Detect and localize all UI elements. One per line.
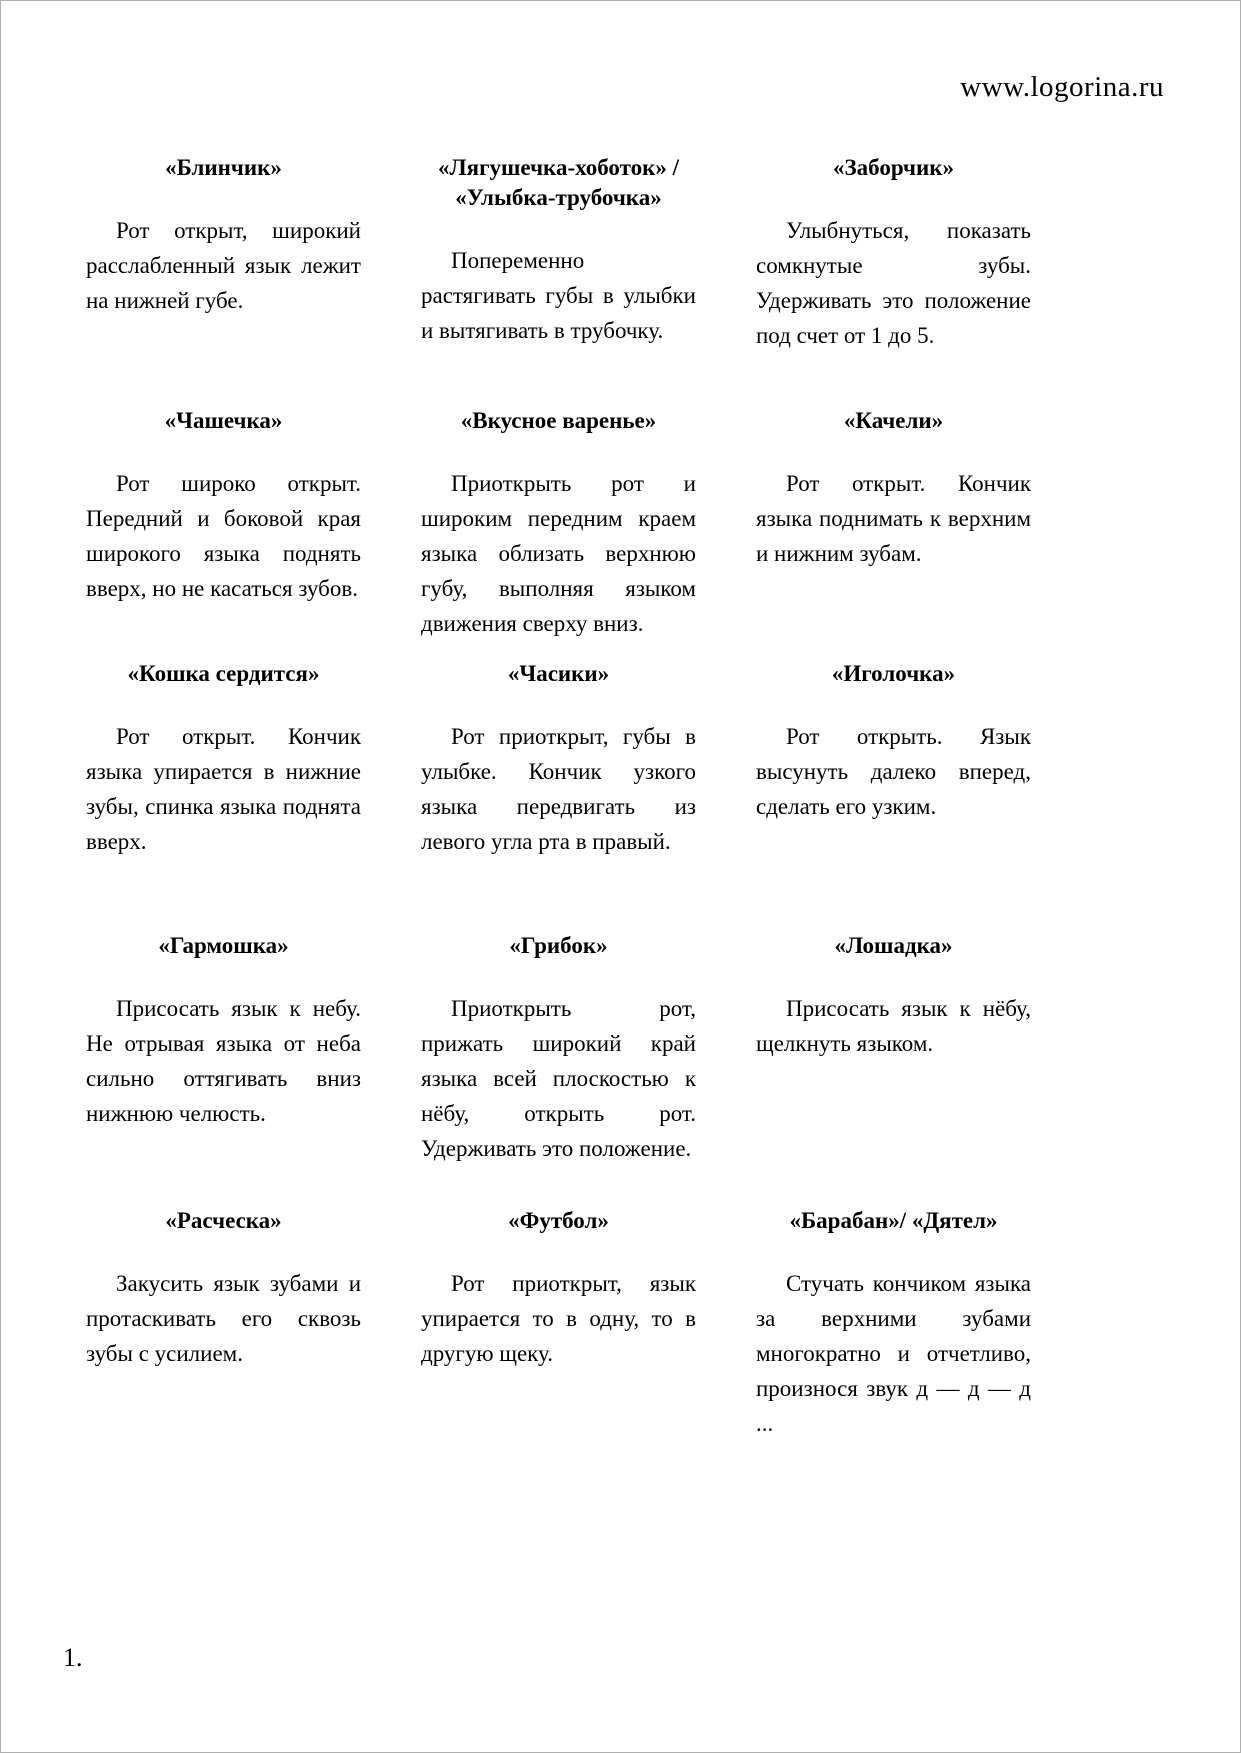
exercise-title: «Блинчик» (165, 155, 282, 180)
exercise-description: Рот приоткрыт, язык упирается то в одну, то в другую щеку. (421, 1271, 696, 1366)
exercise-description: Присосать язык к нёбу, щелкнуть языком. (756, 996, 1031, 1056)
exercise-card (421, 931, 696, 1206)
exercise-title: «Качели» (843, 408, 944, 433)
exercise-card (421, 1206, 696, 1441)
exercise-description: Рот открыт. Кончик языка упирается в нижние зубы, спинка языка поднята вверх. (86, 724, 361, 854)
exercise-card (86, 406, 361, 659)
exercise-title: «Чашечка» (164, 408, 283, 433)
site-url: www.logorina.ru (960, 71, 1164, 103)
exercise-title: «Гармошка» (158, 933, 289, 958)
exercise-description: Улыбнуться, показать сомкнутые зубы. Удерживать это положение под счет от 1 до 5. (756, 218, 1031, 348)
exercise-card (756, 659, 1031, 931)
exercise-title: «Лошадка» (834, 933, 953, 958)
exercise-description: Закусить язык зубами и протаскивать его сквозь зубы с усилием. (86, 1271, 361, 1366)
exercise-title: «Иголочка» (831, 661, 956, 686)
exercise-description: Рот открыть. Язык высунуть далеко вперед, сделать его узким. (756, 724, 1031, 819)
exercise-description: Стучать кончиком языка за верхними зубами многократно и отчетливо, произнося звук д — д — д ... (756, 1271, 1031, 1436)
exercise-description: Попеременно растягивать губы в улыбки и вытягивать в трубочку. (421, 248, 696, 343)
exercise-description: Рот открыт, широкий расслабленный язык лежит на нижней губе. (86, 218, 361, 313)
exercise-card (756, 1206, 1031, 1441)
exercise-title: «Футбол» (508, 1208, 609, 1233)
exercise-description: Рот широко открыт. Передний и боковой края широкого языка поднять вверх, но не касаться зубов. (86, 471, 361, 601)
exercise-description: Рот открыт. Кончик языка поднимать к верхним и нижним зубам. (756, 471, 1031, 566)
exercise-description: Приоткрыть рот и широким передним краем языка облизать верхнюю губу, выполняя языком движения сверху вниз. (421, 471, 696, 636)
exercise-grid (86, 153, 1031, 1441)
exercise-card (421, 153, 696, 406)
exercise-card (86, 931, 361, 1206)
exercise-title: «Грибок» (509, 933, 608, 958)
exercise-card (86, 1206, 361, 1441)
exercise-card (756, 931, 1031, 1206)
exercise-card (421, 659, 696, 931)
exercise-description: Приоткрыть рот, прижать широкий край языка всей плоскостью к нёбу, открыть рот. Удерживать это положение. (421, 996, 696, 1161)
exercise-title: «Барабан»/ «Дятел» (789, 1208, 998, 1233)
exercise-card (86, 659, 361, 931)
page-number: 1. (63, 1643, 83, 1672)
exercise-title: «Заборчик» (832, 155, 955, 180)
exercise-title: «Часики» (507, 661, 610, 686)
exercise-card (421, 406, 696, 659)
exercise-card (756, 153, 1031, 406)
exercise-description: Рот приоткрыт, губы в улыбке. Кончик узкого языка передвигать из левого угла рта в правый. (421, 724, 696, 854)
exercise-card (756, 406, 1031, 659)
exercise-description: Присосать язык к небу. Не отрывая языка от неба сильно оттягивать вниз нижнюю челюсть. (86, 996, 361, 1126)
exercise-card (86, 153, 361, 406)
exercise-title: «Лягушечка-хоботок» / «Улыбка-трубочка» (437, 155, 680, 210)
exercise-title: «Кошка сердится» (127, 661, 320, 686)
exercise-title: «Вкусное варенье» (460, 408, 657, 433)
exercise-title: «Расческа» (165, 1208, 282, 1233)
